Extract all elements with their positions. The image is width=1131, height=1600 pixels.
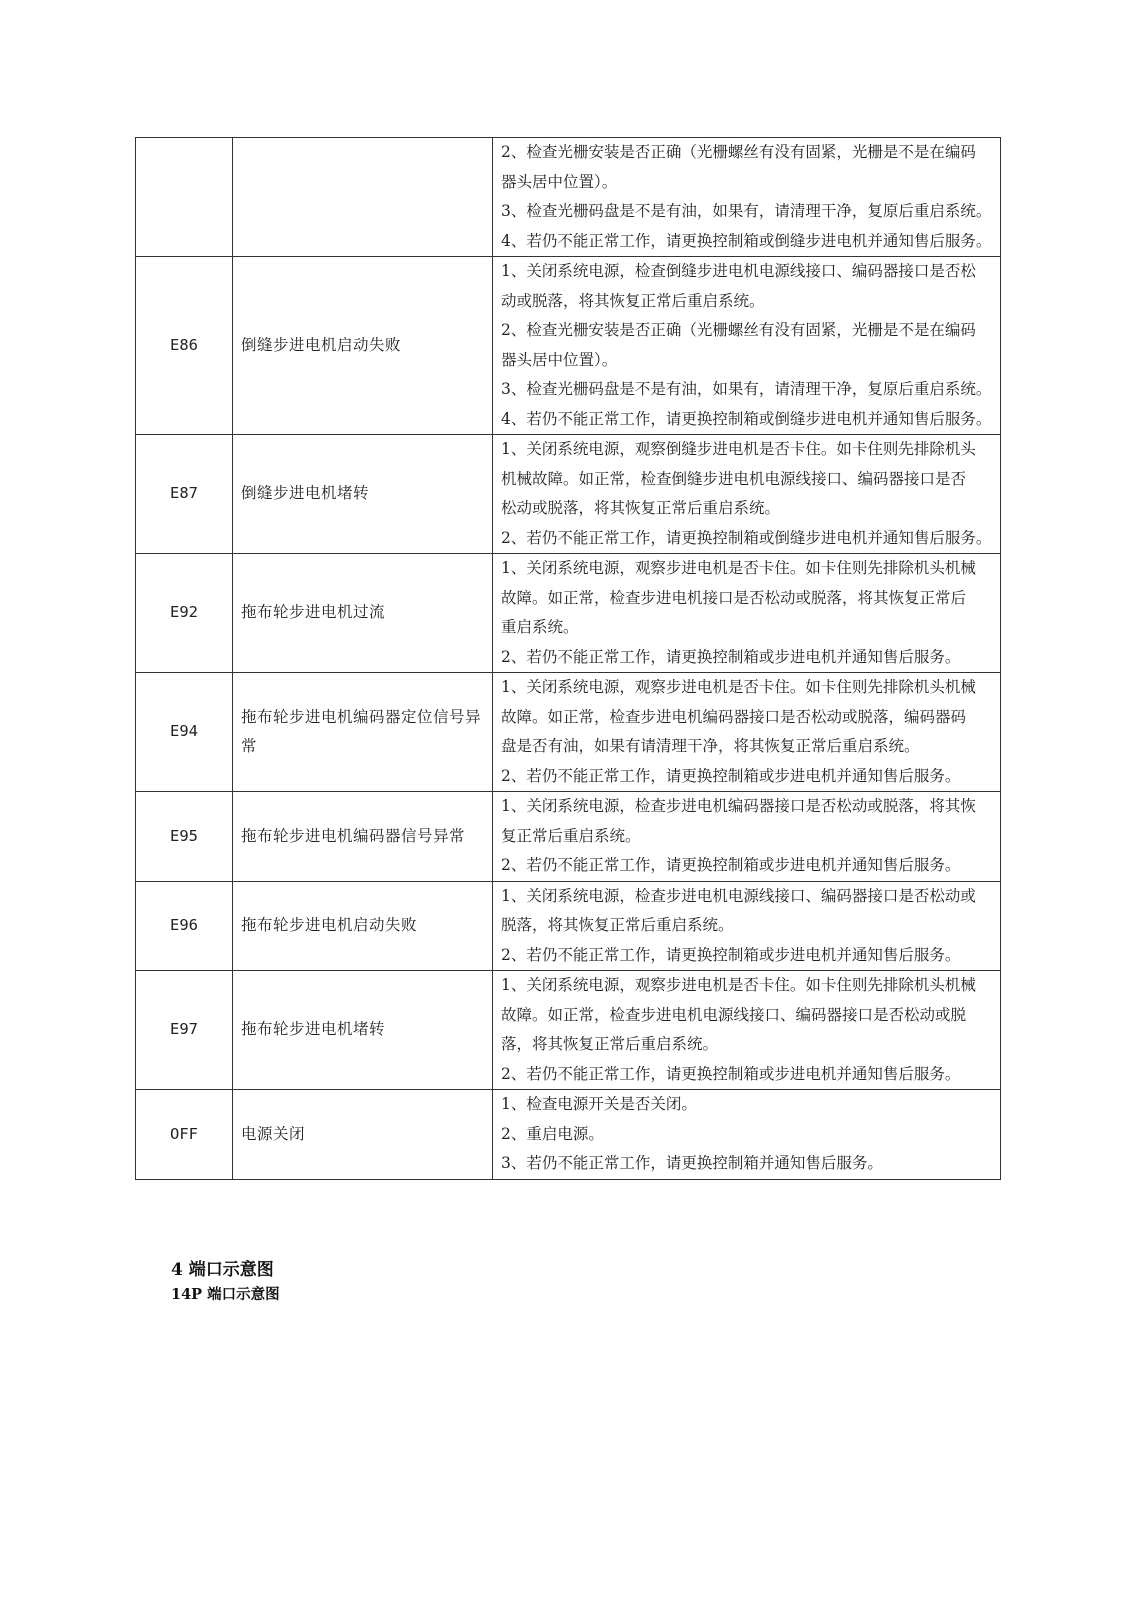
fault-code-cell: E94 <box>136 673 233 792</box>
step-line: 2、若仍不能正常工作，请更换控制箱或步进电机并通知售后服务。 <box>501 945 961 964</box>
step-line: 故障。如正常，检查步进电机接口是否松动或脱落，将其恢复正常后 <box>501 588 967 607</box>
fault-name-cell: 拖布轮步进电机启动失败 <box>233 881 493 971</box>
step-line: 2、若仍不能正常工作，请更换控制箱或步进电机并通知售后服务。 <box>501 856 961 874</box>
fault-name-cell: 拖布轮步进电机过流 <box>233 554 493 673</box>
step-line: 1、关闭系统电源，观察倒缝步进电机是否卡住。如卡住则先排除机头 <box>501 440 976 458</box>
step-line: 机械故障。如正常，检查倒缝步进电机电源线接口、编码器接口是否 <box>501 469 967 488</box>
table-row <box>136 435 1001 554</box>
step-line: 2、重启电源。 <box>501 1124 604 1143</box>
step-line: 3、检查光栅码盘是不是有油，如果有，请清理干净，复原后重启系统。 <box>501 380 992 398</box>
section-heading: 4 端口示意图 <box>171 1260 274 1280</box>
table-row <box>136 673 1001 792</box>
step-line: 1、关闭系统电源，观察步进电机是否卡住。如卡住则先排除机头机械 <box>501 678 976 696</box>
fault-steps-cell <box>493 881 1001 971</box>
step-line: 3、检查光栅码盘是不是有油，如果有，请清理干净，复原后重启系统。 <box>501 202 992 220</box>
fault-steps-cell <box>493 554 1001 673</box>
fault-steps-cell <box>493 138 1001 257</box>
step-line: 2、若仍不能正常工作，请更换控制箱或步进电机并通知售后服务。 <box>501 647 961 666</box>
fault-steps-cell <box>493 971 1001 1090</box>
fault-code-cell: E96 <box>136 881 233 971</box>
step-line: 2、检查光栅安装是否正确（光栅螺丝有没有固紧，光栅是不是在编码 <box>501 321 976 339</box>
fault-code-cell <box>136 138 233 257</box>
step-line: 复正常后重启系统。 <box>501 826 641 845</box>
step-line: 2、若仍不能正常工作，请更换控制箱或倒缝步进电机并通知售后服务。 <box>501 528 992 547</box>
step-line: 2、检查光栅安装是否正确（光栅螺丝有没有固紧，光栅是不是在编码 <box>501 143 976 161</box>
step-line: 重启系统。 <box>501 618 579 636</box>
table-row <box>136 971 1001 1090</box>
step-line: 1、检查电源开关是否关闭。 <box>501 1095 697 1113</box>
fault-name-cell: 拖布轮步进电机编码器信号异常 <box>233 792 493 882</box>
step-line: 2、若仍不能正常工作，请更换控制箱或步进电机并通知售后服务。 <box>501 1064 961 1083</box>
fault-name-cell: 电源关闭 <box>233 1090 493 1180</box>
fault-code-table <box>135 137 1001 1180</box>
table-row <box>136 792 1001 882</box>
table-row <box>136 881 1001 971</box>
fault-name-cell <box>233 138 493 257</box>
fault-name-cell: 倒缝步进电机启动失败 <box>233 257 493 435</box>
fault-code-cell: OFF <box>136 1090 233 1180</box>
step-line: 动或脱落，将其恢复正常后重启系统。 <box>501 291 765 310</box>
step-line: 脱落，将其恢复正常后重启系统。 <box>501 916 734 934</box>
fault-code-cell: E92 <box>136 554 233 673</box>
step-line: 1、关闭系统电源，检查步进电机编码器接口是否松动或脱落，将其恢 <box>501 797 976 815</box>
table-row <box>136 1090 1001 1180</box>
fault-steps-cell <box>493 1090 1001 1180</box>
table-row <box>136 257 1001 435</box>
step-line: 松动或脱落，将其恢复正常后重启系统。 <box>501 499 781 517</box>
step-line: 1、关闭系统电源，检查步进电机电源线接口、编码器接口是否松动或 <box>501 886 976 905</box>
step-line: 1、关闭系统电源，观察步进电机是否卡住。如卡住则先排除机头机械 <box>501 976 976 994</box>
step-line: 3、若仍不能正常工作，请更换控制箱并通知售后服务。 <box>501 1154 883 1172</box>
table-row <box>136 554 1001 673</box>
step-line: 4、若仍不能正常工作，请更换控制箱或倒缝步进电机并通知售后服务。 <box>501 409 992 428</box>
step-line: 1、关闭系统电源，检查倒缝步进电机电源线接口、编码器接口是否松 <box>501 262 976 280</box>
step-line: 落，将其恢复正常后重启系统。 <box>501 1035 719 1053</box>
fault-name-cell: 倒缝步进电机堵转 <box>233 435 493 554</box>
step-line: 器头居中位置）。 <box>501 172 618 191</box>
fault-code-cell: E95 <box>136 792 233 882</box>
fault-name-cell: 拖布轮步进电机编码器定位信号异常 <box>233 673 493 792</box>
step-line: 4、若仍不能正常工作，请更换控制箱或倒缝步进电机并通知售后服务。 <box>501 231 992 250</box>
fault-code-cell: E97 <box>136 971 233 1090</box>
fault-name-cell: 拖布轮步进电机堵转 <box>233 971 493 1090</box>
fault-steps-cell <box>493 792 1001 882</box>
step-line: 故障。如正常，检查步进电机编码器接口是否松动或脱落，编码器码 <box>501 707 967 726</box>
fault-code-cell: E86 <box>136 257 233 435</box>
fault-steps-cell <box>493 435 1001 554</box>
step-line: 2、若仍不能正常工作，请更换控制箱或步进电机并通知售后服务。 <box>501 766 961 785</box>
step-line: 1、关闭系统电源，观察步进电机是否卡住。如卡住则先排除机头机械 <box>501 559 976 577</box>
section-subheading: 14P 端口示意图 <box>171 1286 280 1303</box>
fault-steps-cell <box>493 257 1001 435</box>
table-row <box>136 138 1001 257</box>
fault-table-body <box>136 138 1001 1180</box>
step-line: 故障。如正常，检查步进电机电源线接口、编码器接口是否松动或脱 <box>501 1005 967 1024</box>
step-line: 盘是否有油，如果有请清理干净，将其恢复正常后重启系统。 <box>501 737 920 755</box>
step-line: 器头居中位置）。 <box>501 350 618 369</box>
fault-code-cell: E87 <box>136 435 233 554</box>
fault-steps-cell <box>493 673 1001 792</box>
